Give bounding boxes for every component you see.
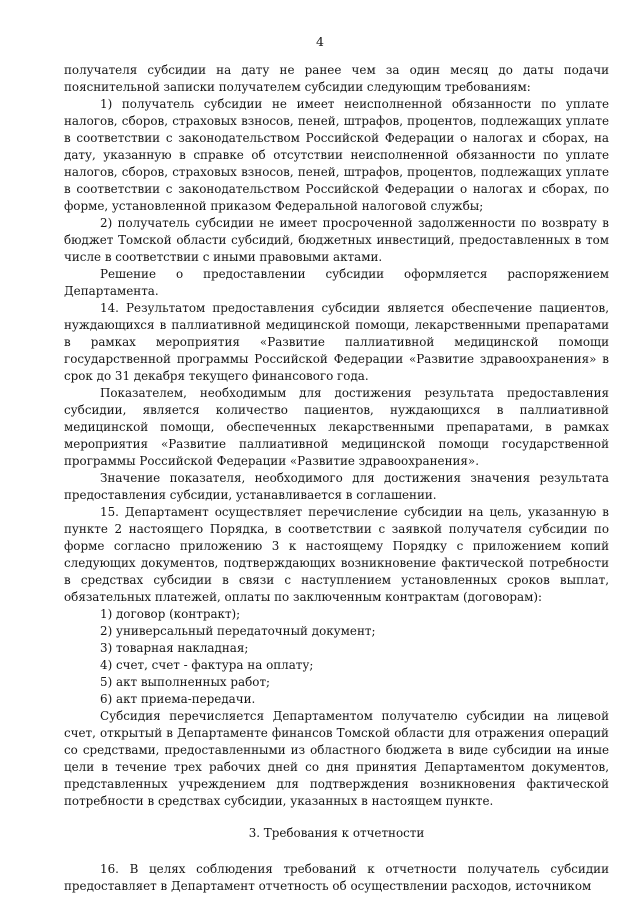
- list-item: 5) акт выполненных работ;: [100, 675, 271, 689]
- list-item: 6) акт приема-передачи.: [100, 692, 256, 706]
- page-number: 4: [316, 34, 324, 49]
- paragraph: 14. Результатом предоставления субсидии является обеспечение пациентов, нуждающихся в паллиативной медицинской помощи, лекарственными препаратами в рамках мероприятия «Развитие паллиативной медицинской помощи государственной программы Российской Федерации «Развитие здравоохранения» в срок до 31 декабря текущего финансового года.: [64, 301, 609, 383]
- list-item: 3) товарная накладная;: [100, 641, 249, 655]
- paragraph: Значение показателя, необходимого для достижения значения результата предоставления субсидии, устанавливается в соглашении.: [64, 471, 609, 502]
- paragraph: 15. Департамент осуществляет перечисление субсидии на цель, указанную в пункте 2 настоящего Порядка, в соответствии с заявкой получателя субсидии по форме согласно приложению 3 к настоящему Порядку с приложением копий следующих документов, подтверждающих возникновение фактической потребности в средствах субсидии в связи с наступлением установленных сроков выплат, обязательных платежей, оплаты по заключенным контрактам (договорам):: [64, 505, 609, 604]
- paragraph: 1) получатель субсидии не имеет неисполненной обязанности по уплате налогов, сборов, страховых взносов, пеней, штрафов, процентов, подлежащих уплате в соответствии с законодательством Российской Федерации о налогах и сборах, на дату, указанную в справке об отсутствии неисполненной обязанности по уплате налогов, сборов, страховых взносов, пеней, штрафов, процентов, подлежащих уплате в соответствии с законодательством Российской Федерации о налогах и сборах, по форме, установленной приказом Федеральной налоговой службы;: [64, 97, 609, 213]
- section-title: 3. Требования к отчетности: [248, 826, 425, 840]
- list-item: 4) счет, счет - фактура на оплату;: [100, 658, 314, 672]
- paragraph: Субсидия перечисляется Департаментом получателю субсидии на лицевой счет, открытый в Департаменте финансов Томской области для отражения операций со средствами, предоставленными из областного бюджета в виде субсидии на иные цели в течение трех рабочих дней со дня принятия Департаментом документов, представленных учреждением для подтверждения возникновения фактической потребности в средствах субсидии, указанных в настоящем пункте.: [64, 709, 609, 808]
- paragraph: Решение о предоставлении субсидии оформляется распоряжением Департамента.: [64, 267, 609, 298]
- paragraph: 16. В целях соблюдения требований к отчетности получатель субсидии предоставляет в Департамент отчетность об осуществлении расходов, источником: [64, 862, 609, 893]
- document-body: [64, 62, 609, 895]
- list-item: 1) договор (контракт);: [100, 607, 241, 621]
- list-item: 2) универсальный передаточный документ;: [100, 624, 376, 638]
- paragraph: получателя субсидии на дату не ранее чем за один месяц до даты подачи пояснительной записки получателем субсидии следующим требованиям:: [64, 63, 609, 94]
- paragraph: 2) получатель субсидии не имеет просроченной задолженности по возврату в бюджет Томской области субсидий, бюджетных инвестиций, предоставленных в том числе в соответствии с иными правовыми актами.: [64, 216, 609, 264]
- documents-list: [64, 606, 609, 708]
- paragraph: Показателем, необходимым для достижения результата предоставления субсидии, является количество пациентов, нуждающихся в паллиативной медицинской помощи, обеспеченных лекарственными препаратами, в рамках мероприятия «Развитие паллиативной медицинской помощи государственной программы Российской Федерации «Развитие здравоохранения».: [64, 386, 609, 468]
